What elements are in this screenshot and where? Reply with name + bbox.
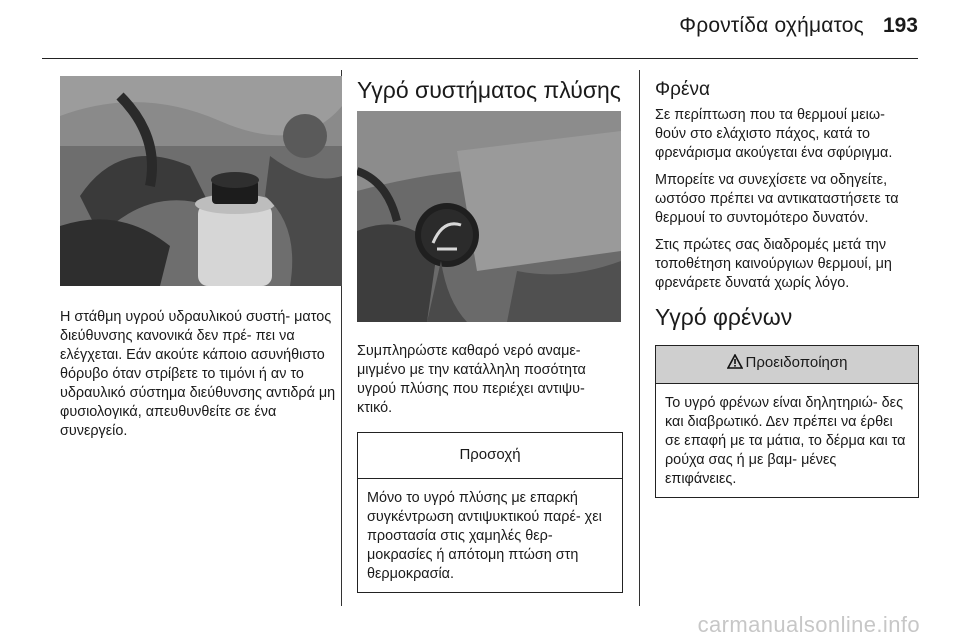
watermark: carmanualsonline.info [697,612,920,637]
column-2 [357,76,623,593]
warning-title: Προειδοποίηση [745,354,848,371]
caution-title: Προσοχή [358,433,622,479]
page-number: 193 [882,14,918,37]
column-3 [655,78,919,498]
column-1 [60,76,342,449]
brakes-paragraph-1: Σε περίπτωση που τα θερμουί μειω- θούν στο ελάχιστο πάχος, κατά το φρενάρισμα ακούγεται ένα σφύριγμα. [655,107,893,161]
brakes-heading: Φρένα [655,79,710,100]
warning-triangle-icon [727,354,743,375]
caution-box [357,432,623,593]
steering-fluid-reservoir-photo [60,76,342,286]
header-divider [42,58,918,59]
steering-fluid-text: Η στάθμη υγρού υδραυλικού συστή- ματος διεύθυνσης κανονικά δεν πρέ- πει να ελέγχεται. Εάν ακούτε κάποιο ασυνήθιστο θόρυβο όταν στρίβετε το τιμόνι ή αν το υδραυλικό σύστημα διεύθυνσης αντιδρά μη φυσιολογικά, απευθυνθείτε σε ένα συνεργείο. [60,309,336,439]
brake-fluid-heading: Υγρό φρένων [655,304,793,330]
caution-text: Μόνο το υγρό πλύσης με επαρκή συγκέντρωση αντιψυκτικού παρέ- χει προστασία στις χαμηλές θερ- μοκρασίες ή απότομη πτώση στη θερμοκρασία. [367,490,602,582]
warning-header [656,346,918,384]
brakes-paragraph-3: Στις πρώτες σας διαδρομές μετά την τοποθέτηση καινούργιων θερμουί, μη φρενάρετε δυνατά χωρίς λόγο. [655,237,892,291]
brakes-paragraph-2: Μπορείτε να συνεχίσετε να οδηγείτε, ωστόσο πρέπει να αντικαταστήσετε τα θερμουί το συντομότερο δυνατόν. [655,172,899,226]
header-title: Φροντίδα οχήματος [679,14,864,37]
washer-fluid-reservoir-photo [357,111,621,322]
warning-text: Το υγρό φρένων είναι δηλητηριώ- δες και διαβρωτικό. Δεν πρέπει να έρθει σε επαφή με τα μάτια, το δέρμα και τα ρούχα σας ή με βαμ- μένες επιφάνειες. [665,395,906,487]
warning-box [655,345,919,498]
column-divider-2 [639,70,640,606]
washer-fluid-heading: Υγρό συστήματος πλύσης [357,77,621,103]
washer-fluid-text: Συμπληρώστε καθαρό νερό αναμε- μιγμένο με την κατάλληλη ποσότητα υγρού πλύσης που περιέχει αντιψυ- κτικό. [357,343,586,416]
